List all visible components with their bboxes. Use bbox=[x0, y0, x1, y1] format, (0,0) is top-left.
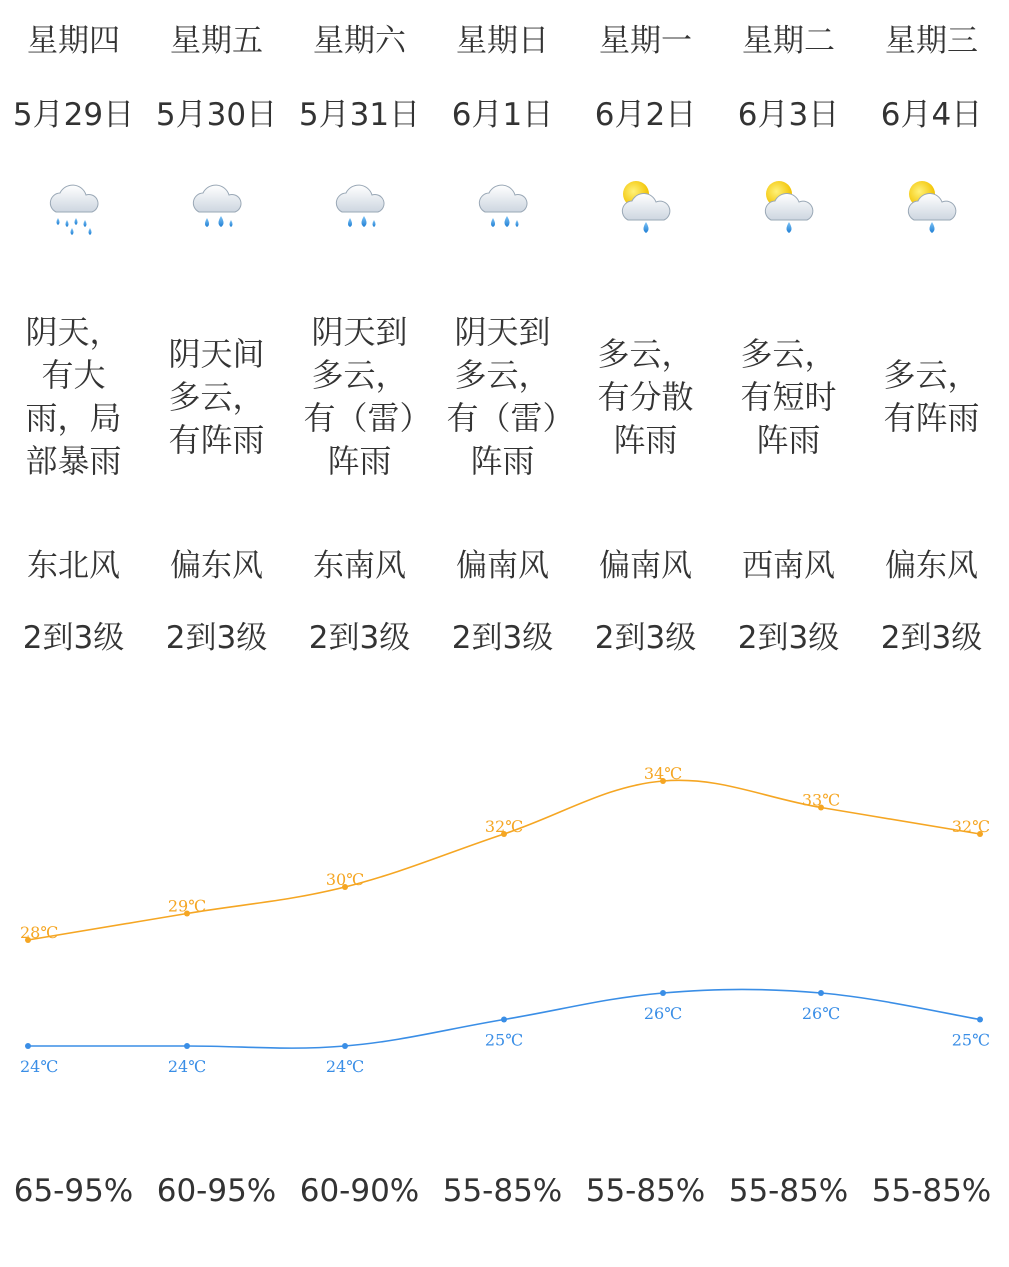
sun-cloud-rain-icon bbox=[715, 168, 858, 248]
weekday-label: 星期六 bbox=[313, 23, 406, 59]
wind-direction: 偏东风 bbox=[170, 548, 263, 584]
wind-direction: 西南风 bbox=[742, 548, 835, 584]
low-temperature-point bbox=[184, 1043, 190, 1049]
high-temperature-label: 33℃ bbox=[801, 790, 841, 810]
weather-description: 多云，有短时阵雨 bbox=[740, 334, 837, 459]
day-column bbox=[429, 18, 572, 68]
humidity-value: 55-85% bbox=[728, 1173, 849, 1209]
humidity-value: 55-85% bbox=[442, 1173, 563, 1209]
low-temperature-label: 25℃ bbox=[951, 1030, 990, 1050]
day-column bbox=[715, 18, 858, 68]
weekday-label: 星期五 bbox=[170, 23, 263, 59]
weekday-label: 星期一 bbox=[599, 23, 692, 59]
low-temperature-point bbox=[501, 1017, 507, 1023]
high-temperature-label: 28℃ bbox=[20, 923, 59, 942]
date-label: 6月2日 bbox=[594, 97, 697, 133]
date-label: 5月29日 bbox=[12, 97, 135, 133]
rain-cloud-icon bbox=[429, 168, 572, 248]
temperature-chart bbox=[0, 700, 1009, 1120]
date-label: 6月1日 bbox=[451, 97, 554, 133]
rain-cloud-icon bbox=[286, 168, 429, 248]
weather-icon-row bbox=[0, 168, 1009, 248]
weekday-row bbox=[0, 18, 1009, 68]
wind-level: 2到3级 bbox=[451, 620, 554, 656]
rain-cloud-icon bbox=[143, 168, 286, 248]
weather-description-row bbox=[0, 282, 1009, 512]
date-label: 5月31日 bbox=[298, 97, 421, 133]
wind-direction: 东北风 bbox=[27, 548, 120, 584]
low-temperature-label: 25℃ bbox=[484, 1030, 524, 1050]
low-temperature-label: 24℃ bbox=[167, 1057, 207, 1076]
high-temperature-label: 32℃ bbox=[951, 817, 990, 836]
wind-level-row bbox=[0, 615, 1009, 665]
wind-level: 2到3级 bbox=[308, 620, 411, 656]
low-temperature-point bbox=[342, 1043, 348, 1049]
weather-description: 阴天间多云，有阵雨 bbox=[168, 334, 265, 459]
low-temperature-point bbox=[977, 1017, 983, 1023]
weather-description: 阴天到多云，有（雷）阵雨 bbox=[446, 313, 559, 480]
low-temperature-series bbox=[20, 989, 990, 1076]
date-label: 5月30日 bbox=[155, 97, 278, 133]
wind-direction-row bbox=[0, 543, 1009, 593]
low-temperature-label: 26℃ bbox=[801, 1004, 841, 1023]
weekday-label: 星期三 bbox=[885, 23, 978, 59]
humidity-value: 65-95% bbox=[13, 1173, 134, 1209]
weather-description: 阴天，有大雨，局部暴雨 bbox=[25, 313, 122, 480]
wind-direction: 偏东风 bbox=[885, 548, 978, 584]
date-row bbox=[0, 92, 1009, 142]
wind-level: 2到3级 bbox=[594, 620, 697, 656]
low-temperature-label: 24℃ bbox=[20, 1057, 59, 1076]
wind-level: 2到3级 bbox=[22, 620, 125, 656]
sun-cloud-rain-icon bbox=[858, 168, 1001, 248]
low-temperature-point bbox=[660, 990, 666, 996]
low-temperature-label: 26℃ bbox=[643, 1004, 683, 1023]
high-temperature-label: 30℃ bbox=[325, 870, 365, 889]
day-column bbox=[143, 18, 286, 68]
wind-level: 2到3级 bbox=[165, 620, 268, 656]
humidity-value: 60-90% bbox=[299, 1173, 420, 1209]
weekday-label: 星期四 bbox=[27, 23, 120, 59]
humidity-value: 55-85% bbox=[585, 1173, 706, 1209]
date-label: 6月4日 bbox=[880, 97, 983, 133]
day-column bbox=[0, 18, 143, 68]
high-temperature-label: 29℃ bbox=[167, 896, 207, 916]
day-column bbox=[572, 18, 715, 68]
weather-description: 阴天到多云，有（雷）阵雨 bbox=[303, 313, 416, 480]
humidity-row bbox=[0, 1168, 1009, 1218]
wind-level: 2到3级 bbox=[880, 620, 983, 656]
low-temperature-label: 24℃ bbox=[325, 1057, 365, 1076]
wind-direction: 偏南风 bbox=[456, 548, 549, 584]
low-temperature-point bbox=[25, 1043, 31, 1049]
weekday-label: 星期日 bbox=[456, 23, 549, 59]
day-column bbox=[286, 18, 429, 68]
low-temperature-point bbox=[818, 990, 824, 996]
humidity-value: 55-85% bbox=[871, 1173, 992, 1209]
weather-description: 多云，有阵雨 bbox=[883, 356, 980, 437]
high-temperature-label: 34℃ bbox=[643, 764, 683, 783]
humidity-value: 60-95% bbox=[156, 1173, 277, 1209]
wind-direction: 偏南风 bbox=[599, 548, 692, 584]
wind-level: 2到3级 bbox=[737, 620, 840, 656]
high-temperature-label: 32℃ bbox=[484, 817, 524, 836]
sun-cloud-rain-icon bbox=[572, 168, 715, 248]
heavy-rain-cloud-icon bbox=[0, 168, 143, 248]
high-temperature-series bbox=[20, 764, 990, 943]
weather-description: 多云，有分散阵雨 bbox=[597, 334, 694, 459]
day-column bbox=[858, 18, 1001, 68]
weekday-label: 星期二 bbox=[742, 23, 835, 59]
wind-direction: 东南风 bbox=[313, 548, 406, 584]
date-label: 6月3日 bbox=[737, 97, 840, 133]
